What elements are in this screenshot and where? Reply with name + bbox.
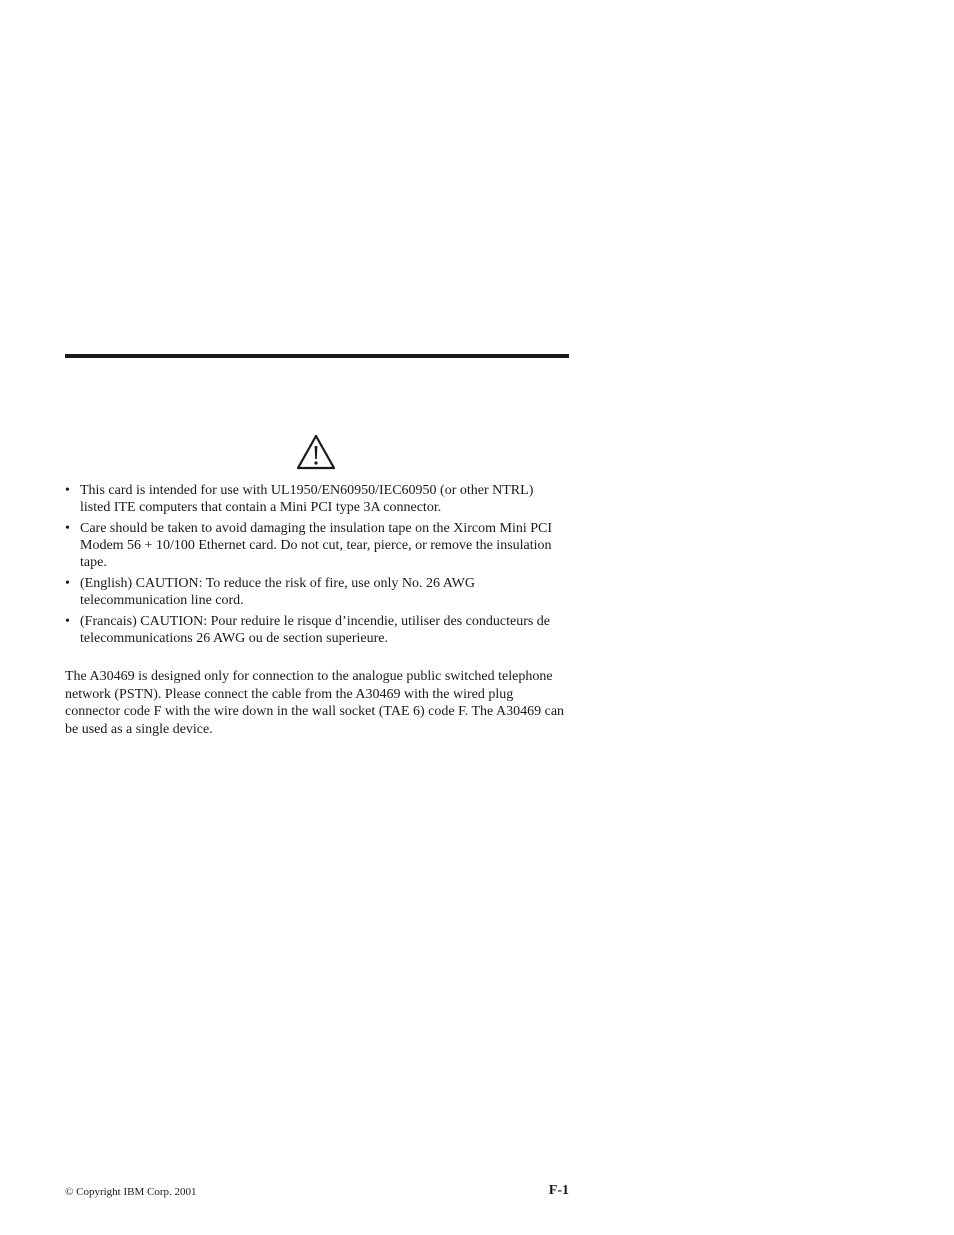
warning-triangle-icon [296,434,336,470]
page-number: F-1 [548,1183,569,1198]
copyright-notice: © Copyright IBM Corp. 2001 [65,1186,197,1198]
list-item [65,613,565,647]
bullet-marker: • [65,576,70,591]
bullet-text: (Francais) CAUTION: Pour reduire le risque d’incendie, utiliser des conducteurs de telecommunications 26 AWG ou de section superieure. [80,614,551,646]
bullet-text: This card is intended for use with UL1950/EN60950/IEC60950 (or other NTRL) listed ITE computers that contain a Mini PCI type 3A connector. [80,483,534,515]
bullet-marker: • [65,483,70,498]
safety-bullet-list [65,482,565,651]
list-item [65,520,565,571]
section-rule [65,354,569,358]
bullet-marker: • [65,614,70,629]
pstn-connection-paragraph: The A30469 is designed only for connection to the analogue public switched telephone network (PSTN). Please connect the cable from the A30469 with the wired plug connector code F with the wire down in the wall socket (TAE 6) code F. The A30469 can be used as a single device. [65,669,565,737]
bullet-marker: • [65,521,70,536]
bullet-text: (English) CAUTION: To reduce the risk of fire, use only No. 26 AWG telecommunication line cord. [80,576,476,608]
bullet-text: Care should be taken to avoid damaging the insulation tape on the Xircom Mini PCI Modem 56 + 10/100 Ethernet card. Do not cut, tear, pierce, or remove the insulation tape. [80,521,553,570]
list-item [65,482,565,516]
list-item [65,575,565,609]
